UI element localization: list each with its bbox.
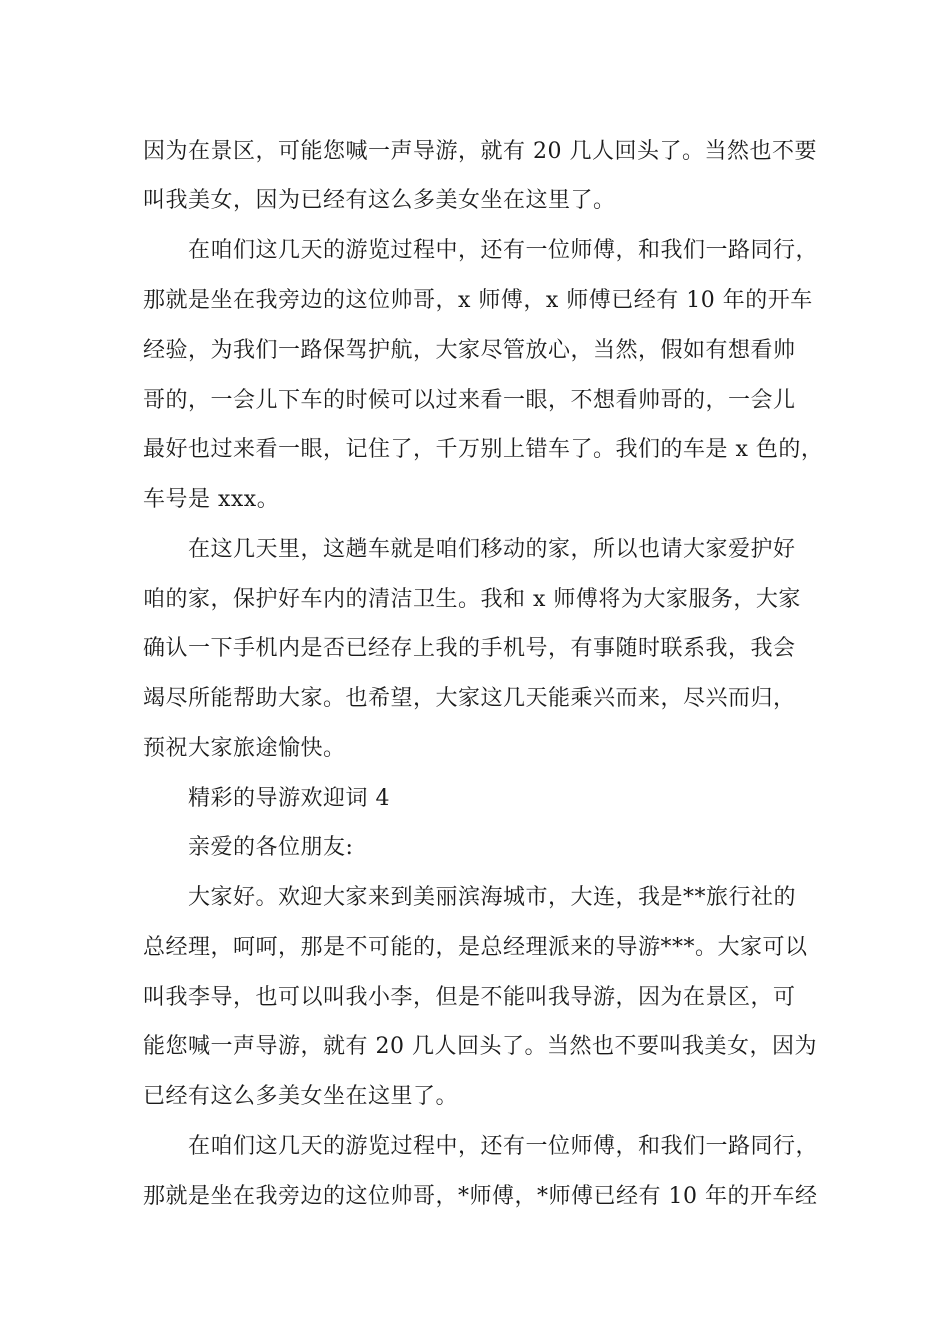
section-heading: 精彩的导游欢迎词 4	[188, 786, 390, 811]
paragraph-start-line: 在这几天里，这趟车就是咱们移动的家，所以也请大家爱护好	[188, 537, 796, 562]
text-line: 那就是坐在我旁边的这位帅哥，*师傅，*师傅已经有 10 年的开车经	[143, 1184, 818, 1209]
paragraph-start-line: 在咱们这几天的游览过程中，还有一位师傅，和我们一路同行，	[188, 238, 819, 263]
text-line: 叫我美女，因为已经有这么多美女坐在这里了。	[143, 188, 616, 213]
text-line: 叫我李导，也可以叫我小李，但是不能叫我导游，因为在景区，可	[143, 985, 796, 1010]
text-line: 总经理，呵呵，那是不可能的，是总经理派来的导游***。大家可以	[143, 935, 808, 960]
text-line: 竭尽所能帮助大家。也希望，大家这几天能乘兴而来，尽兴而归，	[143, 686, 796, 711]
salutation: 亲爱的各位朋友:	[188, 835, 354, 860]
text-line: 因为在景区，可能您喊一声导游，就有 20 几人回头了。当然也不要	[143, 139, 817, 164]
paragraph-start-line: 大家好。欢迎大家来到美丽滨海城市，大连，我是**旅行社的	[188, 885, 797, 910]
paragraph-start-line: 在咱们这几天的游览过程中，还有一位师傅，和我们一路同行，	[188, 1134, 819, 1159]
text-line: 车号是 xxx。	[143, 487, 280, 512]
text-line: 能您喊一声导游，就有 20 几人回头了。当然也不要叫我美女，因为	[143, 1034, 817, 1059]
text-line: 哥的，一会儿下车的时候可以过来看一眼，不想看帅哥的，一会儿	[143, 388, 796, 413]
text-line: 那就是坐在我旁边的这位帅哥，x 师傅，x 师傅已经有 10 年的开车	[143, 288, 813, 313]
text-line: 已经有这么多美女坐在这里了。	[143, 1084, 459, 1109]
text-line: 咱的家，保护好车内的清洁卫生。我和 x 师傅将为大家服务，大家	[143, 587, 801, 612]
text-line: 最好也过来看一眼，记住了，千万别上错车了。我们的车是 x 色的，	[143, 437, 824, 462]
text-line: 确认一下手机内是否已经存上我的手机号，有事随时联系我，我会	[143, 636, 796, 661]
text-line: 经验，为我们一路保驾护航，大家尽管放心，当然，假如有想看帅	[143, 338, 796, 363]
text-line: 预祝大家旅途愉快。	[143, 736, 346, 761]
